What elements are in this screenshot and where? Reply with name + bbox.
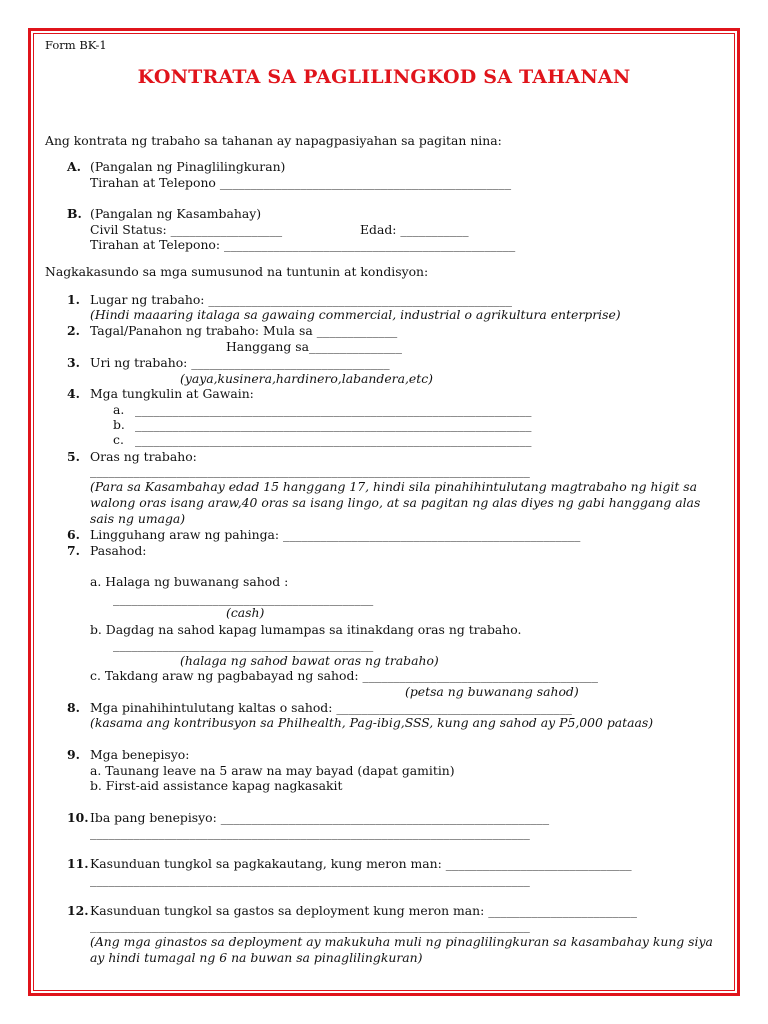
party-b-address-field[interactable]: Tirahan at Telepono: _______________________________________________	[90, 237, 516, 252]
item-2-field-from[interactable]: Tagal/Panahon ng trabaho: Mula sa _____________	[90, 323, 398, 338]
item-3-note: (yaya,kusinera,hardinero,labandera,etc)	[180, 371, 433, 386]
item-9-number: 9.	[67, 747, 80, 762]
item-5-field[interactable]: _______________________________________________________________________	[90, 463, 530, 478]
party-a-address-field[interactable]: Tirahan at Telepono _______________________________________________	[90, 175, 512, 190]
party-a-name-label: (Pangalan ng Pinaglilingkuran)	[90, 159, 286, 174]
item-4-number: 4.	[67, 386, 80, 401]
item-4b-field[interactable]: ________________________________________________________________	[135, 417, 532, 432]
item-7b-note: (halaga ng sahod bawat oras ng trabaho)	[180, 653, 439, 668]
item-4c-letter: c.	[113, 432, 124, 447]
party-b-age-field[interactable]: Edad: ___________	[360, 222, 469, 237]
item-4b-letter: b.	[113, 417, 125, 432]
item-12-field[interactable]: Kasunduan tungkol sa gastos sa deployment kung meron man: ________________________	[90, 903, 637, 918]
item-11-number: 11.	[67, 856, 89, 871]
item-7b-label: b. Dagdag na sahod kapag lumampas sa itinakdang oras ng trabaho.	[90, 622, 522, 637]
item-7b-field[interactable]: __________________________________________	[113, 637, 374, 652]
party-b-letter: B.	[67, 206, 82, 221]
item-7c-note: (petsa ng buwanang sahod)	[405, 684, 579, 699]
item-5-note-line-3: sais ng umaga)	[90, 511, 186, 526]
item-7-number: 7.	[67, 543, 80, 558]
item-2-field-until[interactable]: Hanggang sa_______________	[226, 339, 402, 354]
item-7-label: Pasahod:	[90, 543, 147, 558]
item-9b-text: b. First-aid assistance kapag nagkasakit	[90, 778, 343, 793]
item-12-note-line-2: ay hindi tumagal ng 6 na buwan sa pinaglilingkuran)	[90, 950, 423, 965]
item-5-label: Oras ng trabaho:	[90, 449, 197, 464]
item-9-label: Mga benepisyo:	[90, 747, 190, 762]
item-5-note-line-1: (Para sa Kasambahay edad 15 hanggang 17, hindi sila pinahihintulutang magtrabaho ng higit sa	[90, 479, 698, 494]
item-7a-note: (cash)	[226, 605, 265, 620]
item-6-number: 6.	[67, 527, 80, 542]
intro-text: Ang kontrata ng trabaho sa tahanan ay napagpasiyahan sa pagitan nina:	[45, 133, 502, 148]
item-8-note: (kasama ang kontribusyon sa Philhealth, Pag-ibig,SSS, kung ang sahod ay P5,000 pataas)	[90, 715, 654, 730]
item-11-field[interactable]: Kasunduan tungkol sa pagkakautang, kung meron man: ______________________________	[90, 856, 632, 871]
item-4-label: Mga tungkulin at Gawain:	[90, 386, 254, 401]
item-8-number: 8.	[67, 700, 80, 715]
item-7a-label: a. Halaga ng buwanang sahod :	[90, 574, 289, 589]
item-6-field[interactable]: Lingguhang araw ng pahinga: ________________________________________________	[90, 527, 581, 542]
item-7c-field[interactable]: c. Takdang araw ng pagbabayad ng sahod: ______________________________________	[90, 668, 598, 683]
party-a-letter: A.	[67, 159, 81, 174]
party-b-name-label: (Pangalan ng Kasambahay)	[90, 206, 262, 221]
item-10-field-line-2[interactable]: _______________________________________________________________________	[90, 825, 530, 840]
item-1-field[interactable]: Lugar ng trabaho: _________________________________________________	[90, 292, 512, 307]
item-3-number: 3.	[67, 355, 80, 370]
page-title: KONTRATA SA PAGLILINGKOD SA TAHANAN	[137, 66, 631, 88]
item-10-field[interactable]: Iba pang benepisyo: _____________________________________________________	[90, 810, 550, 825]
item-10-number: 10.	[67, 810, 89, 825]
agreement-intro: Nagkakasundo sa mga sumusunod na tuntunin at kondisyon:	[45, 264, 429, 279]
form-id: Form BK-1	[45, 38, 107, 52]
item-1-note: (Hindi maaaring italaga sa gawaing commercial, industrial o agrikultura enterprise)	[90, 307, 621, 322]
item-7a-field[interactable]: __________________________________________	[113, 591, 374, 606]
item-4a-field[interactable]: ________________________________________________________________	[135, 402, 532, 417]
item-8-field[interactable]: Mga pinahihintulutang kaltas o sahod: ______________________________________	[90, 700, 572, 715]
item-5-number: 5.	[67, 449, 80, 464]
item-3-field[interactable]: Uri ng trabaho: ________________________________	[90, 355, 390, 370]
item-12-note-line-1: (Ang mga ginastos sa deployment ay makukuha muli ng pinaglilingkuran sa kasambahay kung siya	[90, 934, 713, 949]
item-12-number: 12.	[67, 903, 89, 918]
item-5-note-line-2: walong oras isang araw,40 oras sa isang lingo, at sa pagitan ng alas diyes ng gabi hanggang alas	[90, 495, 701, 510]
item-9a-text: a. Taunang leave na 5 araw na may bayad (dapat gamitin)	[90, 763, 455, 778]
item-4c-field[interactable]: ________________________________________________________________	[135, 432, 532, 447]
item-4a-letter: a.	[113, 402, 125, 417]
item-1-number: 1.	[67, 292, 80, 307]
item-12-field-line-2[interactable]: _______________________________________________________________________	[90, 918, 530, 933]
party-b-civil-status-field[interactable]: Civil Status: __________________	[90, 222, 283, 237]
item-11-field-line-2[interactable]: _______________________________________________________________________	[90, 872, 530, 887]
item-2-number: 2.	[67, 323, 80, 338]
